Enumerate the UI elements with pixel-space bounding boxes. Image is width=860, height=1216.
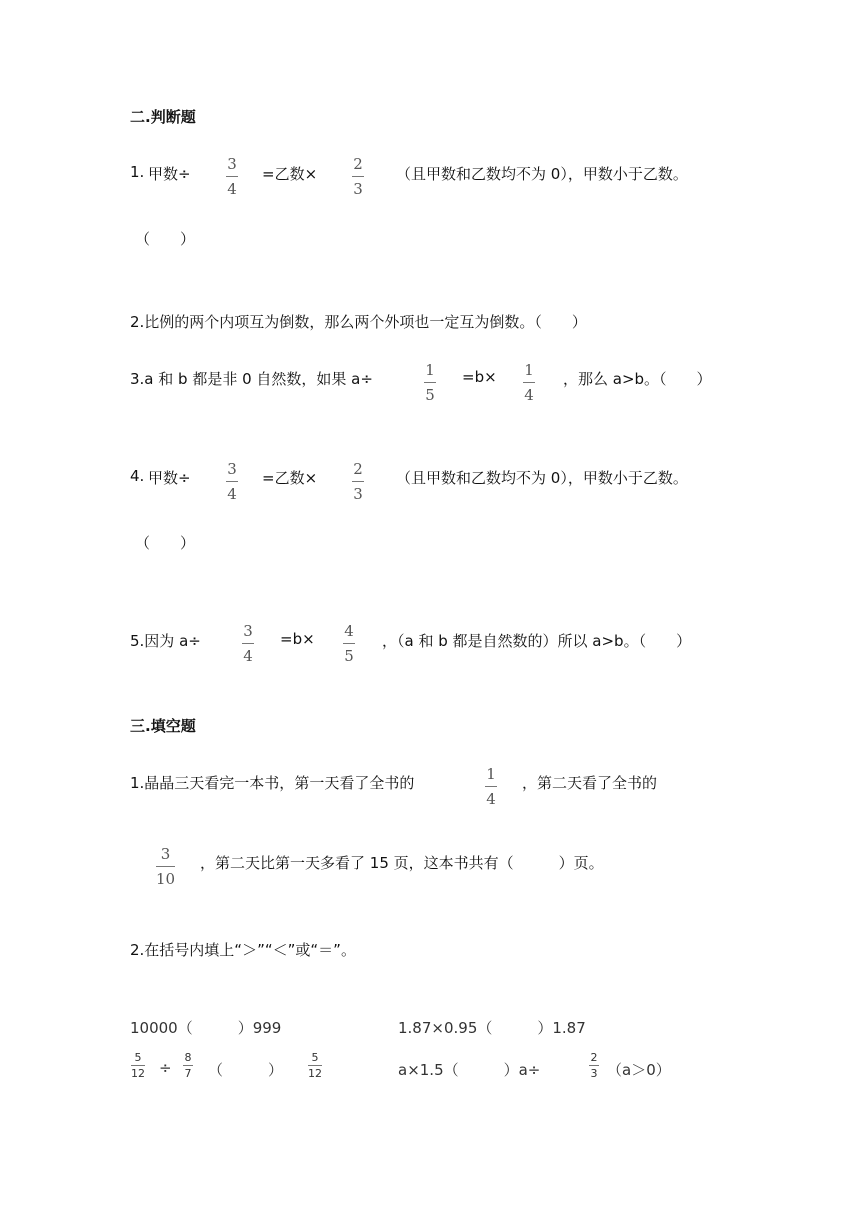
denominator: 3: [353, 180, 363, 198]
denominator: 4: [486, 790, 496, 808]
s3q2-row2-fraction-2: [183, 1051, 193, 1080]
numerator: 2: [353, 460, 363, 478]
q1-part-a: 甲数÷: [148, 165, 191, 183]
s3q1-part-b: ，第二天看了全书的: [522, 774, 658, 792]
q5-part-a: 5.因为 a÷: [130, 632, 201, 650]
denominator: 5: [344, 647, 354, 665]
numerator: 3: [227, 155, 237, 173]
numerator: 2: [590, 1051, 598, 1064]
denominator: 4: [227, 180, 237, 198]
s3q2-row2-paren: （ ）: [208, 1061, 284, 1079]
q5-part-b: =b×: [280, 630, 315, 648]
numerator: 1: [425, 361, 435, 379]
s3q2-row2-right-c: （a＞0）: [607, 1061, 671, 1079]
q1-answer-paren[interactable]: （ ）: [135, 230, 196, 248]
s3q2-text: 2.在括号内填上“＞”“＜”或“＝”。: [130, 941, 356, 959]
denominator: 5: [425, 386, 435, 404]
denominator: 4: [227, 485, 237, 503]
numerator: 3: [160, 845, 171, 863]
denominator: 7: [184, 1067, 192, 1080]
q4-part-c: （且甲数和乙数均不为 0），甲数小于乙数。: [396, 469, 688, 487]
s3q2-row1-left: 10000（ ）999: [130, 1019, 282, 1037]
numerator: 5: [134, 1051, 142, 1064]
q1-fraction-2: [352, 155, 364, 198]
s3q2-row2-fraction-1: [131, 1051, 145, 1080]
numerator: 2: [353, 155, 363, 173]
s3q1-part-a: 1.晶晶三天看完一本书，第一天看了全书的: [130, 774, 415, 792]
numerator: 5: [311, 1051, 319, 1064]
q4-fraction-1: [226, 460, 238, 503]
denominator: 10: [156, 870, 176, 888]
s3q2-row2-fraction-3: [308, 1051, 322, 1080]
q3-fraction-2: [523, 361, 535, 404]
numerator: 4: [344, 622, 354, 640]
q4-part-b: =乙数×: [262, 469, 318, 487]
q4-part-a: 甲数÷: [148, 469, 191, 487]
q5-fraction-1: [242, 622, 254, 665]
q5-part-c: ，（a 和 b 都是自然数的）所以 a>b。（ ）: [382, 632, 692, 650]
q4-fraction-2: [352, 460, 364, 503]
s3q2-row1-right: 1.87×0.95（ ）1.87: [398, 1019, 586, 1037]
q1-part-b: =乙数×: [262, 165, 318, 183]
numerator: 1: [486, 765, 496, 783]
denominator: 4: [524, 386, 534, 404]
q3-part-a: 3.a 和 b 都是非 0 自然数，如果 a÷: [130, 370, 373, 388]
q4-answer-paren[interactable]: （ ）: [135, 534, 196, 552]
denominator: 12: [308, 1067, 322, 1080]
s3q1-part-c: ，第二天比第一天多看了 15 页，这本书共有（ ）页。: [200, 854, 604, 872]
section-title-fill-in: 三.填空题: [130, 717, 196, 735]
numerator: 3: [227, 460, 237, 478]
s3q1-fraction-1: [485, 765, 497, 808]
denominator: 4: [243, 647, 253, 665]
q1-number: 1.: [130, 163, 145, 181]
numerator: 3: [243, 622, 253, 640]
section-title-judgement: 二.判断题: [130, 108, 196, 126]
q5-fraction-2: [343, 622, 355, 665]
q1-fraction-1: [226, 155, 238, 198]
q3-part-b: =b×: [462, 368, 497, 386]
q1-part-c: （且甲数和乙数均不为 0），甲数小于乙数。: [396, 165, 688, 183]
numerator: 1: [524, 361, 534, 379]
q4-number: 4.: [130, 467, 145, 485]
numerator: 8: [184, 1051, 192, 1064]
denominator: 3: [353, 485, 363, 503]
denominator: 3: [590, 1067, 598, 1080]
s3q2-row2-op: ÷: [159, 1059, 172, 1077]
s3q2-row2-right-a: a×1.5（ ）a÷: [398, 1061, 541, 1079]
q3-fraction-1: [424, 361, 436, 404]
s3q2-row2-right-fraction: [589, 1051, 599, 1080]
q2-text: 2.比例的两个内项互为倒数，那么两个外项也一定互为倒数。（ ）: [130, 313, 587, 331]
denominator: 12: [131, 1067, 145, 1080]
s3q1-fraction-2: [156, 845, 175, 888]
q3-part-c: ，那么 a>b。（ ）: [563, 370, 712, 388]
